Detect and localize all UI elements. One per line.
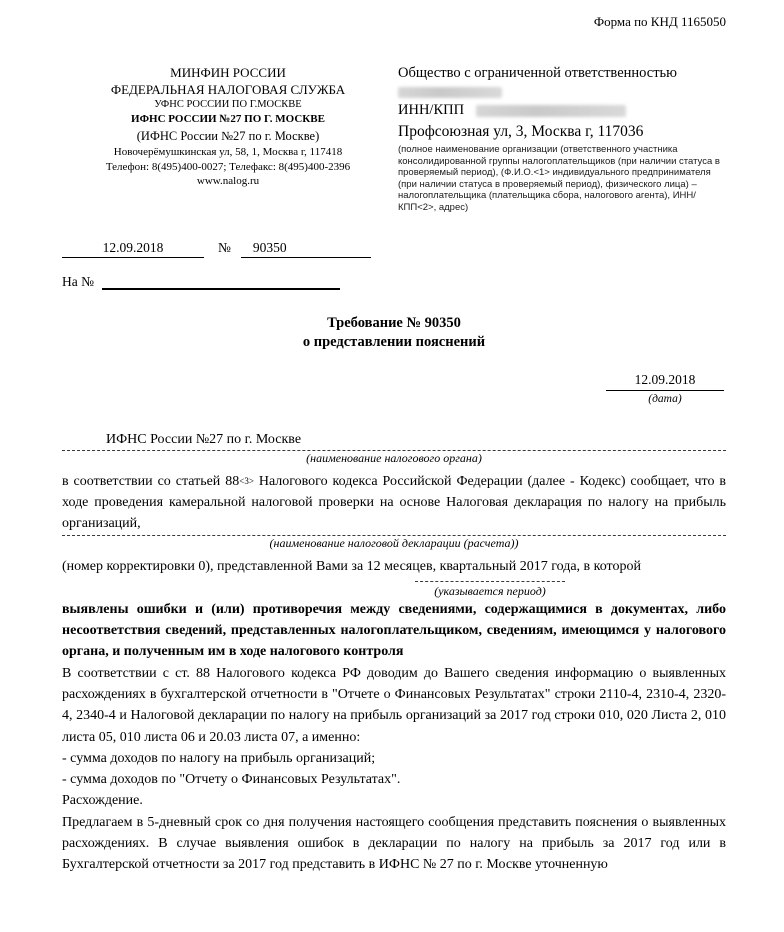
sender-address: Новочерёмушкинская ул, 58, 1, Москва г, 117418: [113, 146, 343, 158]
number-sign: №: [218, 239, 231, 255]
inn-kpp-label: ИНН/КПП: [398, 102, 465, 118]
paragraph-request: Предлагаем в 5-дневный срок со дня получения настоящего сообщения представить пояснения о выявленных расхождениях. В случае выявления ошибок в декларации по налогу на прибыль за 2017 год или в Бухгалтерской отчетности за 2017 год представить в ИФНС № 27 по г. Москве уточненную: [62, 814, 726, 873]
tax-authority-caption: (наименование налогового органа): [306, 450, 482, 465]
na-no-label: На №: [62, 273, 94, 289]
list-item-income-tax: - сумма доходов по налогу на прибыль организаций;: [62, 750, 376, 766]
period-divider: [415, 581, 565, 582]
footnote-marker-3: <3>: [239, 475, 254, 486]
paragraph-discrepancy-label: Расхождение.: [62, 793, 143, 809]
reference-block: [62, 240, 726, 290]
incoming-ref-line: [62, 274, 726, 290]
tax-authority-name: ИФНС России №27 по г. Москве: [106, 431, 302, 447]
paragraph-intro: [62, 471, 726, 535]
sender-ufns: УФНС РОССИИ ПО Г.МОСКВЕ: [154, 99, 302, 110]
outgoing-date: 12.09.2018: [62, 240, 204, 258]
document-title: [62, 314, 726, 352]
sender-ifns-paren: (ИФНС России №27 по г. Москве): [136, 129, 320, 143]
recipient-block: [394, 64, 726, 214]
document-title-line1: Требование № 90350: [327, 314, 461, 331]
paragraph-intro-rest: Налогового кодекса Российской Федерации (далее - Кодекс) сообщает, что в ходе проведения камеральной налоговой проверки на основе Налоговая декларация по налогу на прибыль организаций,: [62, 473, 726, 532]
na-no-blank-line: [102, 274, 340, 290]
date-value: 12.09.2018: [606, 372, 724, 391]
redacted-company-name: [398, 87, 502, 98]
declaration-caption: (наименование налоговой декларации (расчета)): [269, 536, 519, 551]
outgoing-number: 90350: [241, 240, 371, 258]
paragraph-discrepancies: выявлены ошибки и (или) противоречия между сведениями, содержащимися в документах, либо несоответствия сведений, представленных налогоплательщиком, сведениям, имеющимся у налогового органа, и полученным им в ходе налогового контроля: [62, 601, 726, 660]
date-block: [606, 372, 724, 405]
sender-phones: Телефон: 8(495)400-0027; Телефакс: 8(495)400-2396: [105, 160, 351, 173]
sender-ministry: МИНФИН РОССИИ: [170, 65, 286, 80]
paragraph-correction: (номер корректировки 0), представленной Вами за 12 месяцев, квартальный 2017 года, в которой: [62, 559, 641, 575]
sender-fns: ФЕДЕРАЛЬНАЯ НАЛОГОВАЯ СЛУЖБА: [110, 82, 346, 97]
form-code: Форма по КНД 1165050: [593, 14, 726, 29]
list-item-financial-report: - сумма доходов по "Отчету о Финансовых Результатах".: [62, 772, 401, 788]
sender-block: [62, 64, 394, 214]
outgoing-ref-line: [62, 240, 726, 258]
sender-website: www.nalog.ru: [196, 175, 260, 187]
sender-ifns-bold: ИФНС РОССИИ №27 ПО Г. МОСКВЕ: [131, 113, 325, 125]
recipient-org-type: Общество с ограниченной ответственностью: [398, 65, 677, 81]
period-block: [380, 581, 600, 599]
paragraph-details: В соответствии с ст. 88 Налогового кодекса РФ доводим до Вашего сведения информацию о выявленных расхождениях в бухгалтерской отчетности в "Отчете о Финансовых Результатах" строки 2110-4, 2310-4, 2320-4, 2340-4 и Налоговой декларации по налогу на прибыль организаций за 2017 год строки 010, 020 Листа 2, 010 листа 05, 010 листа 06 и 20.03 листа 07, а именно:: [62, 665, 726, 745]
redacted-inn-kpp: [476, 105, 626, 117]
period-caption: (указывается период): [434, 583, 546, 598]
document-title-line2: о представлении пояснений: [302, 333, 486, 350]
letterhead: [62, 64, 726, 214]
recipient-caption: (полное наименование организации (ответственного участника консолидированной группы налогоплательщиков (при наличии статуса в проверяемый период), (Ф.И.О.<1> индивидуального предпринимателя (при наличии статуса в проверяемый период), физического лица) – налогоплательщика (плательщика сбора, налогового агента), ИНН/КПП<2>, адрес): [398, 144, 720, 213]
paragraph-intro-prefix: в соответствии со статьей 88: [62, 473, 240, 489]
recipient-address: Профсоюзная ул, 3, Москва г, 117036: [398, 123, 644, 140]
recipient-inn-row: [398, 101, 726, 120]
date-caption: (дата): [648, 392, 682, 405]
